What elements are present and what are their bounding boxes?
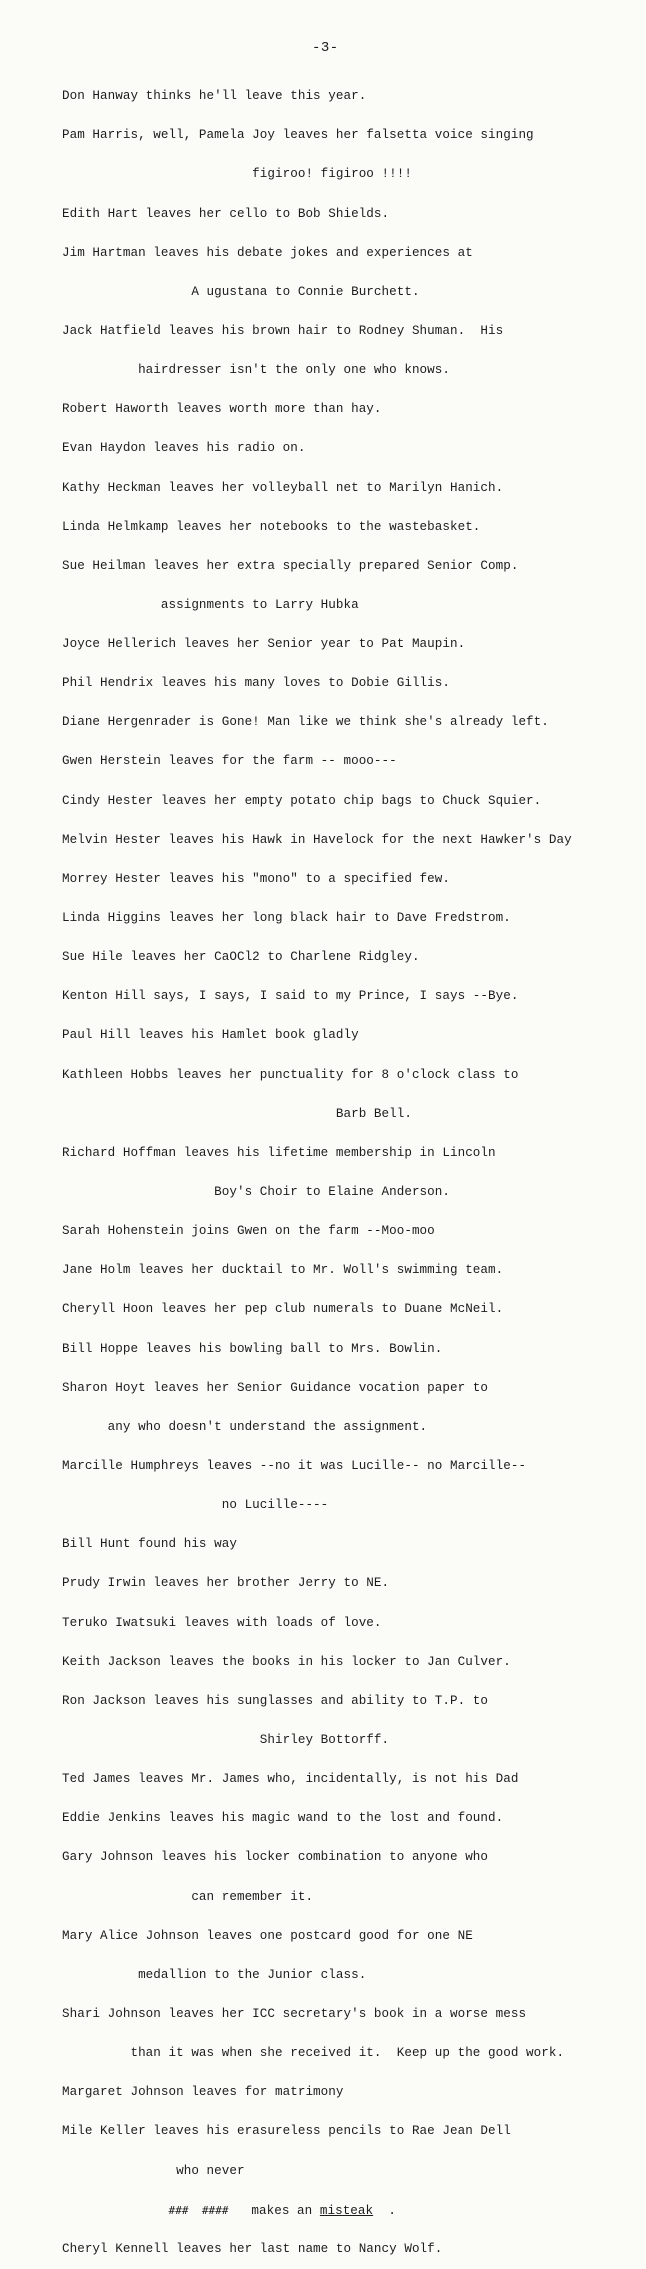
text-line: Jane Holm leaves her ducktail to Mr. Woll's swimming team.: [62, 1263, 504, 1278]
text-line: Mile Keller leaves his erasureless pencils to Rae Jean Dell: [62, 2124, 511, 2139]
text-line-misteak: [62, 2204, 634, 2217]
text-line: any who doesn't understand the assignment.: [62, 1419, 428, 1434]
text-line: Robert Haworth leaves worth more than hay.: [62, 402, 382, 417]
text-line: Gwen Herstein leaves for the farm -- mooo---: [62, 754, 397, 769]
text-line: hairdresser isn't the only one who knows.: [62, 363, 450, 378]
text-line: Sharon Hoyt leaves her Senior Guidance vocation paper to: [62, 1380, 489, 1395]
text-line: Bill Hoppe leaves his bowling ball to Mrs. Bowlin.: [62, 1341, 443, 1356]
text-line: Cheryl Kennell leaves her last name to Nancy Wolf.: [62, 2241, 443, 2256]
text-line: Barb Bell.: [62, 1106, 412, 1121]
text-line: Boy's Choir to Elaine Anderson.: [62, 1185, 450, 1200]
text-line: Kathleen Hobbs leaves her punctuality for 8 o'clock class to: [62, 1067, 519, 1082]
text-line: Ron Jackson leaves his sunglasses and ability to T.P. to: [62, 1693, 489, 1708]
page-number: -3-: [312, 40, 339, 56]
trailing-period: .: [373, 2203, 396, 2218]
text-line: A ugustana to Connie Burchett.: [62, 284, 420, 299]
text-line: Kathy Heckman leaves her volleyball net to Marilyn Hanich.: [62, 480, 504, 495]
text-line: Mary Alice Johnson leaves one postcard good for one NE: [62, 1928, 473, 1943]
text-line: Paul Hill leaves his Hamlet book gladly: [62, 1028, 359, 1043]
text-line: Gary Johnson leaves his locker combination to anyone who: [62, 1850, 489, 1865]
text-line: Diane Hergenrader is Gone! Man like we think she's already left.: [62, 715, 549, 730]
text-line: Shari Johnson leaves her ICC secretary's book in a worse mess: [62, 2006, 527, 2021]
text-line: Edith Hart leaves her cello to Bob Shields.: [62, 206, 390, 221]
text-line: Marcille Humphreys leaves --no it was Lucille-- no Marcille--: [62, 1459, 527, 1474]
indent: [62, 2204, 169, 2218]
text-line: Morrey Hester leaves his "mono" to a specified few.: [62, 871, 450, 886]
text-line: Margaret Johnson leaves for matrimony: [62, 2085, 344, 2100]
text-line: figiroo! figiroo !!!!: [62, 167, 412, 182]
text-line: Ted James leaves Mr. James who, incidentally, is not his Dad: [62, 1772, 519, 1787]
text-line: Keith Jackson leaves the books in his locker to Jan Culver.: [62, 1654, 511, 1669]
text-line: Shirley Bottorff.: [62, 1733, 390, 1747]
text-line: Don Hanway thinks he'll leave this year.: [62, 89, 367, 104]
text-line: Phil Hendrix leaves his many loves to Dobie Gillis.: [62, 676, 450, 691]
text-line: Linda Helmkamp leaves her notebooks to the wastebasket.: [62, 519, 481, 534]
text-line: can remember it.: [62, 1889, 314, 1904]
text-line: assignments to Larry Hubka: [62, 597, 359, 612]
text-line: Richard Hoffman leaves his lifetime membership in Lincoln: [62, 1145, 496, 1160]
text-line: Pam Harris, well, Pamela Joy leaves her falsetta voice singing: [62, 128, 534, 143]
text-line: than it was when she received it. Keep up the good work.: [62, 2046, 565, 2061]
text-line: Sue Heilman leaves her extra specially prepared Senior Comp.: [62, 558, 519, 573]
text-line: Eddie Jenkins leaves his magic wand to the lost and found.: [62, 1811, 504, 1826]
misteak-word: misteak: [319, 2203, 374, 2218]
text-line: Kenton Hill says, I says, I said to my Prince, I says --Bye.: [62, 989, 519, 1004]
text-line: no Lucille----: [62, 1498, 329, 1513]
text-line: Evan Haydon leaves his radio on.: [62, 441, 306, 456]
text-line: Cindy Hester leaves her empty potato chip bags to Chuck Squier.: [62, 793, 542, 808]
text-line: Prudy Irwin leaves her brother Jerry to NE.: [62, 1576, 390, 1591]
text-line: Sue Hile leaves her CaOCl2 to Charlene Ridgley.: [62, 950, 420, 965]
text-line: Melvin Hester leaves his Hawk in Havelock for the next Hawker's Day: [62, 832, 572, 847]
typewritten-text: [62, 64, 634, 2269]
text-line: Bill Hunt found his way: [62, 1537, 237, 1552]
text-line: Linda Higgins leaves her long black hair to Dave Fredstrom.: [62, 911, 511, 926]
text-line: who never: [62, 2163, 245, 2178]
text-line: medallion to the Junior class.: [62, 1967, 367, 1982]
text-line: Joyce Hellerich leaves her Senior year to Pat Maupin.: [62, 637, 466, 652]
text-line: Sarah Hohenstein joins Gwen on the farm --Moo-moo: [62, 1224, 435, 1239]
text-line: Teruko Iwatsuki leaves with loads of love.: [62, 1615, 382, 1630]
text-line: Jack Hatfield leaves his brown hair to Rodney Shuman. His: [62, 323, 504, 338]
text-line: Cheryll Hoon leaves her pep club numerals to Duane McNeil.: [62, 1302, 504, 1317]
makes-an-text: makes an: [228, 2203, 320, 2218]
text-line: Jim Hartman leaves his debate jokes and experiences at: [62, 245, 473, 260]
struck-out-words: ### ####: [168, 2203, 229, 2217]
